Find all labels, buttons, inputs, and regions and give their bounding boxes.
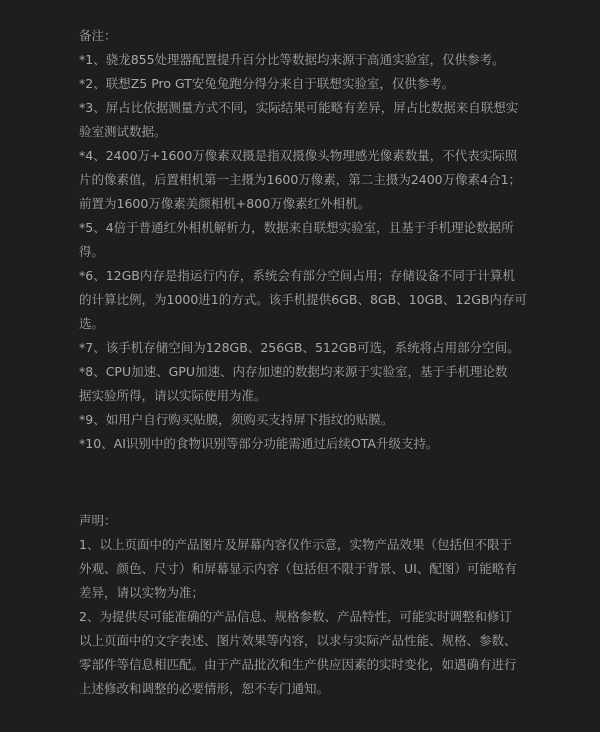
- notes-line: *5、4倍于普通红外相机解析力，数据来自联想实验室，且基于手机理论数据所: [79, 220, 514, 235]
- notes-section: [79, 24, 539, 456]
- notes-line: 片的像素值，后置相机第一主摄为1600万像素，第二主摄为2400万像素4合1；: [79, 172, 522, 187]
- notes-line: *9、如用户自行购买贴膜，须购买支持屏下指纹的贴膜。: [79, 412, 394, 427]
- statement-line: 上述修改和调整的必要情形，恕不专门通知。: [79, 681, 330, 696]
- notes-line: *7、该手机存储空间为128GB、256GB、512GB可选，系统将占用部分空间。: [79, 340, 520, 355]
- notes-heading: 备注：: [79, 28, 117, 43]
- notes-line: 得。: [79, 244, 105, 259]
- statement-line: 外观、颜色、尺寸）和屏幕显示内容（包括但不限于背景、UI、配图）可能略有: [79, 561, 517, 576]
- notes-line: *1、骁龙855处理器配置提升百分比等数据均来源于高通实验室，仅供参考。: [79, 52, 505, 67]
- notes-line: 的计算比例，为1000进1的方式。该手机提供6GB、8GB、10GB、12GB内存可: [79, 292, 528, 307]
- notes-line: *4、2400万+1600万像素双摄是指双摄像头物理感光像素数量，不代表实际照: [79, 148, 518, 163]
- statement-line: 以上页面中的文字表述、图片效果等内容，以求与实际产品性能、规格、参数、: [79, 633, 517, 648]
- statement-heading: 声明：: [79, 513, 117, 528]
- notes-line: 据实验所得，请以实际使用为准。: [79, 388, 267, 403]
- statement-section: [79, 509, 539, 701]
- notes-line: *2、联想Z5 Pro GT安兔兔跑分得分来自于联想实验室，仅供参考。: [79, 76, 455, 91]
- notes-line: *10、AI识别中的食物识别等部分功能需通过后续OTA升级支持。: [79, 436, 439, 451]
- notes-line: *3、屏占比依据测量方式不同，实际结果可能略有差异，屏占比数据来自联想实: [79, 100, 519, 115]
- statement-line: 2、为提供尽可能准确的产品信息、规格参数、产品特性，可能实时调整和修订: [79, 609, 512, 624]
- notes-line: *8、CPU加速、GPU加速、内存加速的数据均来源于实验室，基于手机理论数: [79, 364, 508, 379]
- notes-line: 前置为1600万像素美颜相机+800万像素红外相机。: [79, 196, 371, 211]
- statement-line: 零部件等信息相匹配。由于产品批次和生产供应因素的实时变化，如遇确有进行: [79, 657, 517, 672]
- notes-line: *6、12GB内存是指运行内存，系统会有部分空间占用；存储设备不同于计算机: [79, 268, 515, 283]
- statement-line: 1、以上页面中的产品图片及屏幕内容仅作示意，实物产品效果（包括但不限于: [79, 537, 512, 552]
- notes-line: 验室测试数据。: [79, 124, 167, 139]
- notes-line: 选。: [79, 316, 105, 331]
- statement-line: 差异，请以实物为准；: [79, 585, 205, 600]
